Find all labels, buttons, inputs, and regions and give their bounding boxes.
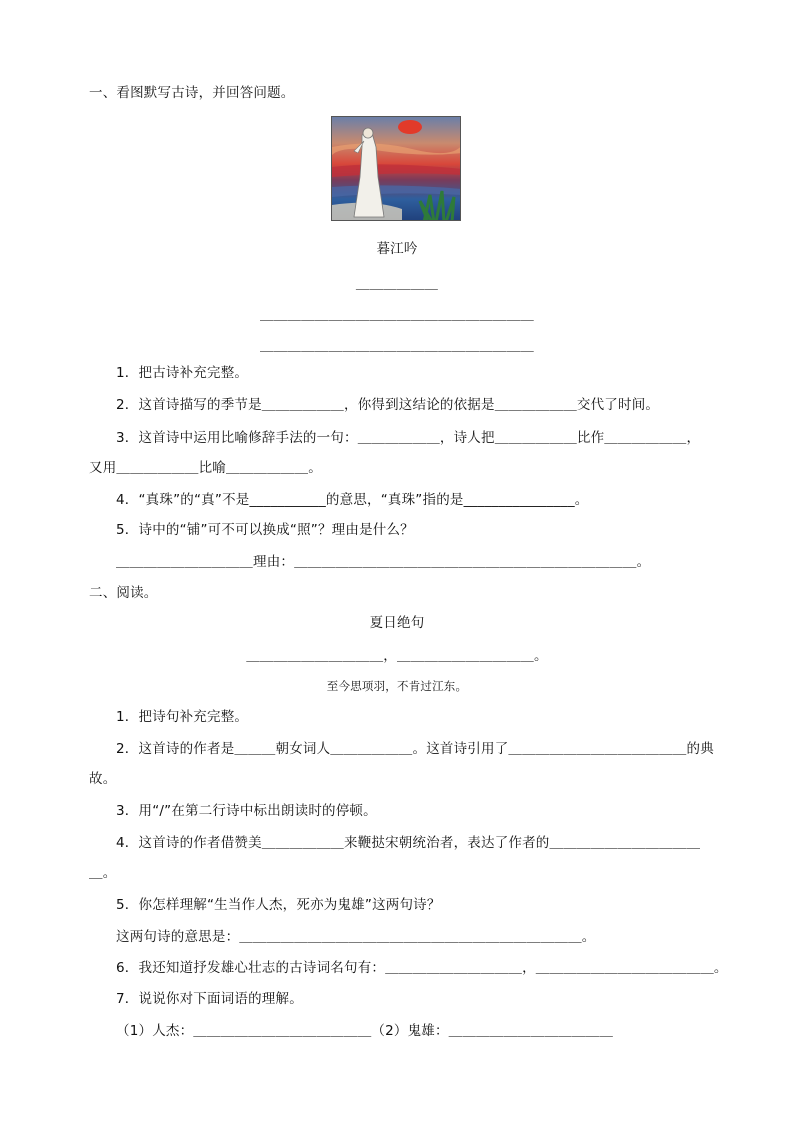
s1-question-2: 2．这首诗描写的季节是＿＿＿＿＿＿，你得到这结论的依据是＿＿＿＿＿＿交代了时间。: [116, 397, 660, 413]
section2-heading: 二、阅读。: [89, 585, 158, 601]
poem-illustration: [331, 116, 461, 221]
poem2-line2: 至今思项羽，不肯过江东。: [326, 679, 468, 693]
s2-question-7: 7．说说你对下面词语的理解。: [116, 991, 303, 1007]
s1-question-4: 4．“真珠”的“真”不是___________的意思，“真珠”指的是________________。: [116, 492, 589, 508]
s1-question-1: 1．把古诗补充完整。: [116, 365, 249, 381]
poem1-line1-blank[interactable]: ＿＿＿＿＿＿＿＿＿＿＿＿＿＿＿＿＿＿＿＿: [260, 307, 534, 323]
s2-question-6[interactable]: 6．我还知道抒发雄心壮志的古诗词名句有：＿＿＿＿＿＿＿＿＿＿，＿＿＿＿＿＿＿＿＿＿＿＿＿。: [116, 960, 728, 976]
s2-question-1: 1．把诗句补充完整。: [116, 709, 249, 725]
s2-question-7-answer[interactable]: （1）人杰：＿＿＿＿＿＿＿＿＿＿＿＿＿（2）鬼雄：＿＿＿＿＿＿＿＿＿＿＿＿: [116, 1023, 614, 1039]
s2-question-3: 3．用“/”在第二行诗中标出朗读时的停顿。: [116, 803, 377, 819]
poem1-title: 暮江吟: [376, 241, 418, 257]
poem1-line2-blank[interactable]: ＿＿＿＿＿＿＿＿＿＿＿＿＿＿＿＿＿＿＿＿: [260, 338, 534, 354]
s2-question-5: 5．你怎样理解“生当作人杰，死亦为鬼雄”这两句诗？: [116, 897, 441, 913]
s1-question-5: 5．诗中的“铺”可不可以换成“照”？理由是什么？: [116, 522, 414, 538]
s2-question-2: 2．这首诗的作者是＿＿＿朝女词人＿＿＿＿＿＿。这首诗引用了＿＿＿＿＿＿＿＿＿＿＿＿＿的典: [116, 741, 714, 757]
s2-question-4-cont: ＿。: [89, 865, 117, 881]
poem2-line1-blank[interactable]: ＿＿＿＿＿＿＿＿＿＿，＿＿＿＿＿＿＿＿＿＿。: [246, 648, 548, 664]
s2-question-2-cont: 故。: [89, 771, 117, 787]
s1-question-3-cont: 又用＿＿＿＿＿＿比喻＿＿＿＿＿＿。: [89, 460, 322, 476]
poem2-title: 夏日绝句: [369, 615, 425, 631]
s2-question-4: 4．这首诗的作者借赞美＿＿＿＿＿＿来鞭挞宋朝统治者，表达了作者的＿＿＿＿＿＿＿＿＿＿＿: [116, 835, 701, 851]
poem1-author-blank[interactable]: ＿＿＿＿＿＿: [355, 276, 439, 292]
s1-question-5-answer[interactable]: ＿＿＿＿＿＿＿＿＿＿理由：＿＿＿＿＿＿＿＿＿＿＿＿＿＿＿＿＿＿＿＿＿＿＿＿＿。: [116, 554, 651, 570]
section1-heading: 一、看图默写古诗，并回答问题。: [89, 85, 295, 101]
s2-question-5-answer[interactable]: 这两句诗的意思是：＿＿＿＿＿＿＿＿＿＿＿＿＿＿＿＿＿＿＿＿＿＿＿＿＿。: [116, 929, 596, 945]
s1-question-3: 3．这首诗中运用比喻修辞手法的一句：＿＿＿＿＿＿，诗人把＿＿＿＿＿＿比作＿＿＿＿＿＿，: [116, 430, 701, 446]
